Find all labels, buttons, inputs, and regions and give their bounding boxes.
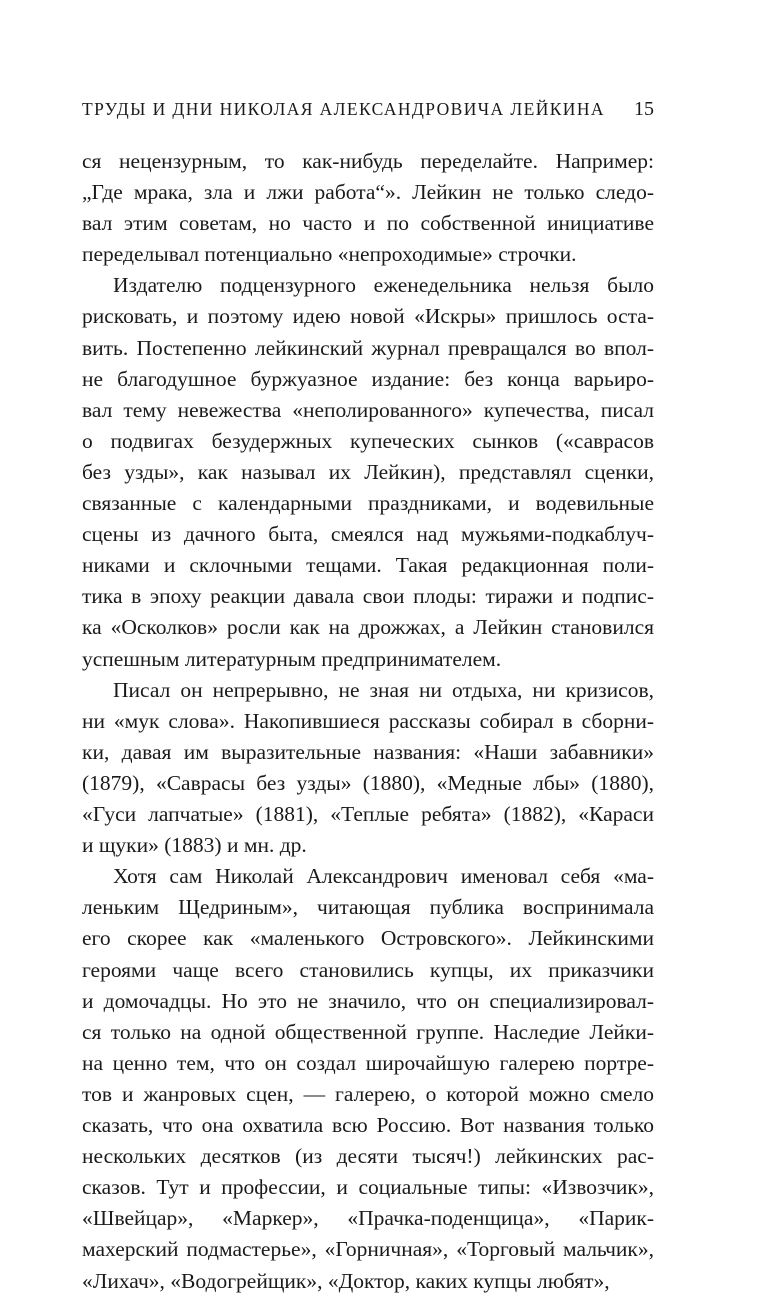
- page-number: 15: [634, 98, 654, 120]
- text-line: нескольких десятков (из десяти тысяч!) лейкинских рас-: [82, 1144, 654, 1169]
- text-line: никами и склочными тещами. Такая редакционная поли-: [82, 553, 654, 578]
- text-line: не благодушное буржуазное издание: без конца варьиро-: [82, 366, 654, 391]
- text-line: сказать, что она охватила всю Россию. Вот названия только: [82, 1113, 654, 1138]
- text-line: Издателю подцензурного еженедельника нельзя было: [113, 273, 654, 298]
- text-line: тика в эпоху реакции давала свои плоды: тиражи и подпис-: [82, 584, 654, 609]
- text-line: переделывал потенциально «непроходимые» строчки.: [82, 242, 577, 267]
- text-line: вал тему невежества «неполированного» купечества, писал: [82, 397, 654, 422]
- text-line: „Где мрака, зла и лжи работа“». Лейкин не только следо-: [82, 180, 654, 205]
- text-line: сказов. Тут и профессии, и социальные типы: «Извозчик»,: [82, 1175, 654, 1200]
- text-line: вить. Постепенно лейкинский журнал превращался во впол-: [82, 335, 654, 360]
- text-line: и домочадцы. Но это не значило, что он специализировал-: [82, 988, 654, 1013]
- text-line: успешным литературным предпринимателем.: [82, 646, 502, 671]
- paragraph: [82, 270, 654, 674]
- text-line: «Лихач», «Водогрейщик», «Доктор, каких купцы любят»,: [82, 1268, 610, 1293]
- text-line: леньким Щедриным», читающая публика воспринимала: [82, 895, 654, 920]
- text-line: его скорее как «маленького Островского». Лейкинскими: [82, 926, 654, 951]
- text-line: на ценно тем, что он создал широчайшую галерею портре-: [82, 1050, 654, 1075]
- paragraph: [82, 675, 654, 862]
- text-line: (1879), «Саврасы без узды» (1880), «Медные лбы» (1880),: [82, 770, 654, 795]
- text-line: ки, давая им выразительные названия: «Наши забавники»: [82, 739, 654, 764]
- text-line: и щуки» (1883) и мн. др.: [82, 833, 307, 858]
- text-line: связанные с календарными праздниками, и водевильные: [82, 491, 654, 516]
- text-line: ся только на одной общественной группе. Наследие Лейки-: [82, 1019, 654, 1044]
- text-line: Хотя сам Николай Александрович именовал себя «ма-: [113, 864, 654, 889]
- text-line: махерский подмастерье», «Горничная», «Торговый мальчик»,: [82, 1237, 654, 1262]
- paragraph: [82, 146, 654, 270]
- text-line: ни «мук слова». Накопившиеся рассказы собирал в сборни-: [82, 708, 654, 733]
- text-line: без узды», как называл их Лейкин), представлял сценки,: [82, 459, 654, 484]
- text-line: о подвигах безудержных купеческих сынков («саврасов: [82, 428, 654, 453]
- text-line: вал этим советам, но часто и по собственной инициативе: [82, 211, 654, 236]
- text-line: «Швейцар», «Маркер», «Прачка-поденщица», «Парик-: [82, 1206, 654, 1231]
- text-line: ка «Осколков» росли как на дрожжах, а Лейкин становился: [82, 615, 654, 640]
- paragraph: [82, 861, 654, 1296]
- running-header: [82, 95, 654, 123]
- text-line: героями чаще всего становились купцы, их приказчики: [82, 957, 654, 982]
- text-line: сцены из дачного быта, смеялся над мужьями-подкаблуч-: [82, 522, 654, 547]
- text-line: ся нецензурным, то как-нибудь переделайте. Например:: [82, 149, 654, 173]
- running-title: ТРУДЫ И ДНИ НИКОЛАЯ АЛЕКСАНДРОВИЧА ЛЕЙКИНА: [82, 99, 605, 119]
- text-line: тов и жанровых сцен, — галерею, о которой можно смело: [82, 1081, 654, 1106]
- text-line: Писал он непрерывно, не зная ни отдыха, ни кризисов,: [113, 677, 654, 702]
- text-line: рисковать, и поэтому идею новой «Искры» пришлось оста-: [82, 304, 654, 329]
- text-line: «Гуси лапчатые» (1881), «Теплые ребята» (1882), «Караси: [82, 802, 654, 827]
